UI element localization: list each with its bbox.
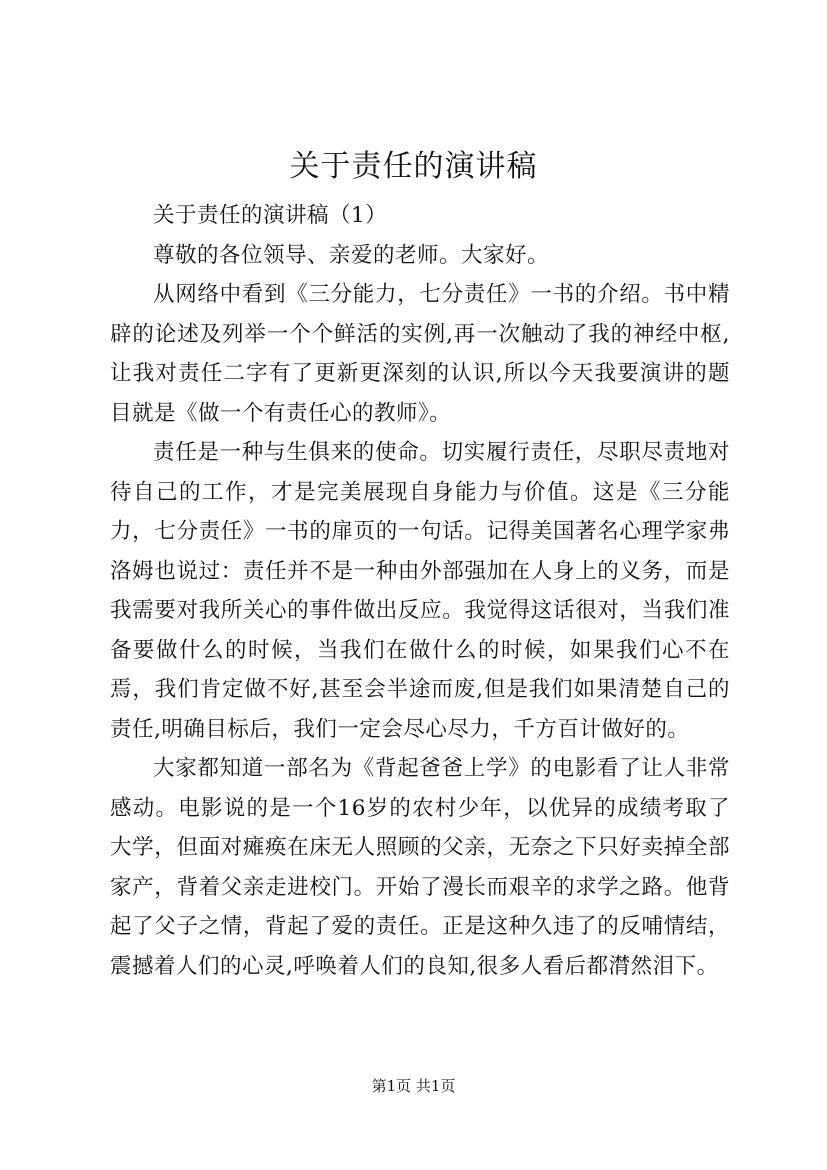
paragraph-greeting: 尊敬的各位领导、亲爱的老师。大家好。	[153, 242, 550, 268]
document-title: 关于责任的演讲稿	[289, 149, 538, 184]
paragraph-intro: 从网络中看到《三分能力，七分责任》一书的介绍。书中精辟的论述及列举一个个鲜活的实例,再一次触动了我的神经中枢,让我对责任二字有了更新更深刻的认识,所以今天我要演讲的题目就是《做一个有责任心的教师》。	[110, 282, 730, 426]
paragraph-responsibility: 责任是一种与生俱来的使命。切实履行责任，尽职尽责地对待自己的工作，才是完美展现自身能力与价值。这是《三分能力，七分责任》一书的扉页的一句话。记得美国著名心理学家弗洛姆也说过：责任并不是一种由外部强加在人身上的义务，而是我需要对我所关心的事件做出反应。我觉得这话很对，当我们准备要做什么的时候，当我们在做什么的时候，如果我们心不在焉，我们肯定做不好,甚至会半途而废,但是我们如果清楚自己的责任,明确目标后，我们一定会尽心尽力，千方百计做好的。	[110, 440, 730, 742]
paragraph-heading: 关于责任的演讲稿（1）	[153, 203, 388, 228]
document-body	[110, 196, 730, 986]
paragraph-movie: 大家都知道一部名为《背起爸爸上学》的电影看了让人非常感动。电影说的是一个16岁的农村少年，以优异的成绩考取了大学，但面对瘫痪在床无人照顾的父亲，无奈之下只好卖掉全部家产，背着父亲走进校门。开始了漫长而艰辛的求学之路。他背起了父子之情，背起了爱的责任。正是这种久违了的反哺情结，震撼着人们的心灵,呼唤着人们的良知,很多人看后都潸然泪下。	[110, 756, 730, 979]
page-footer: 第1页 共1页	[371, 1077, 456, 1095]
